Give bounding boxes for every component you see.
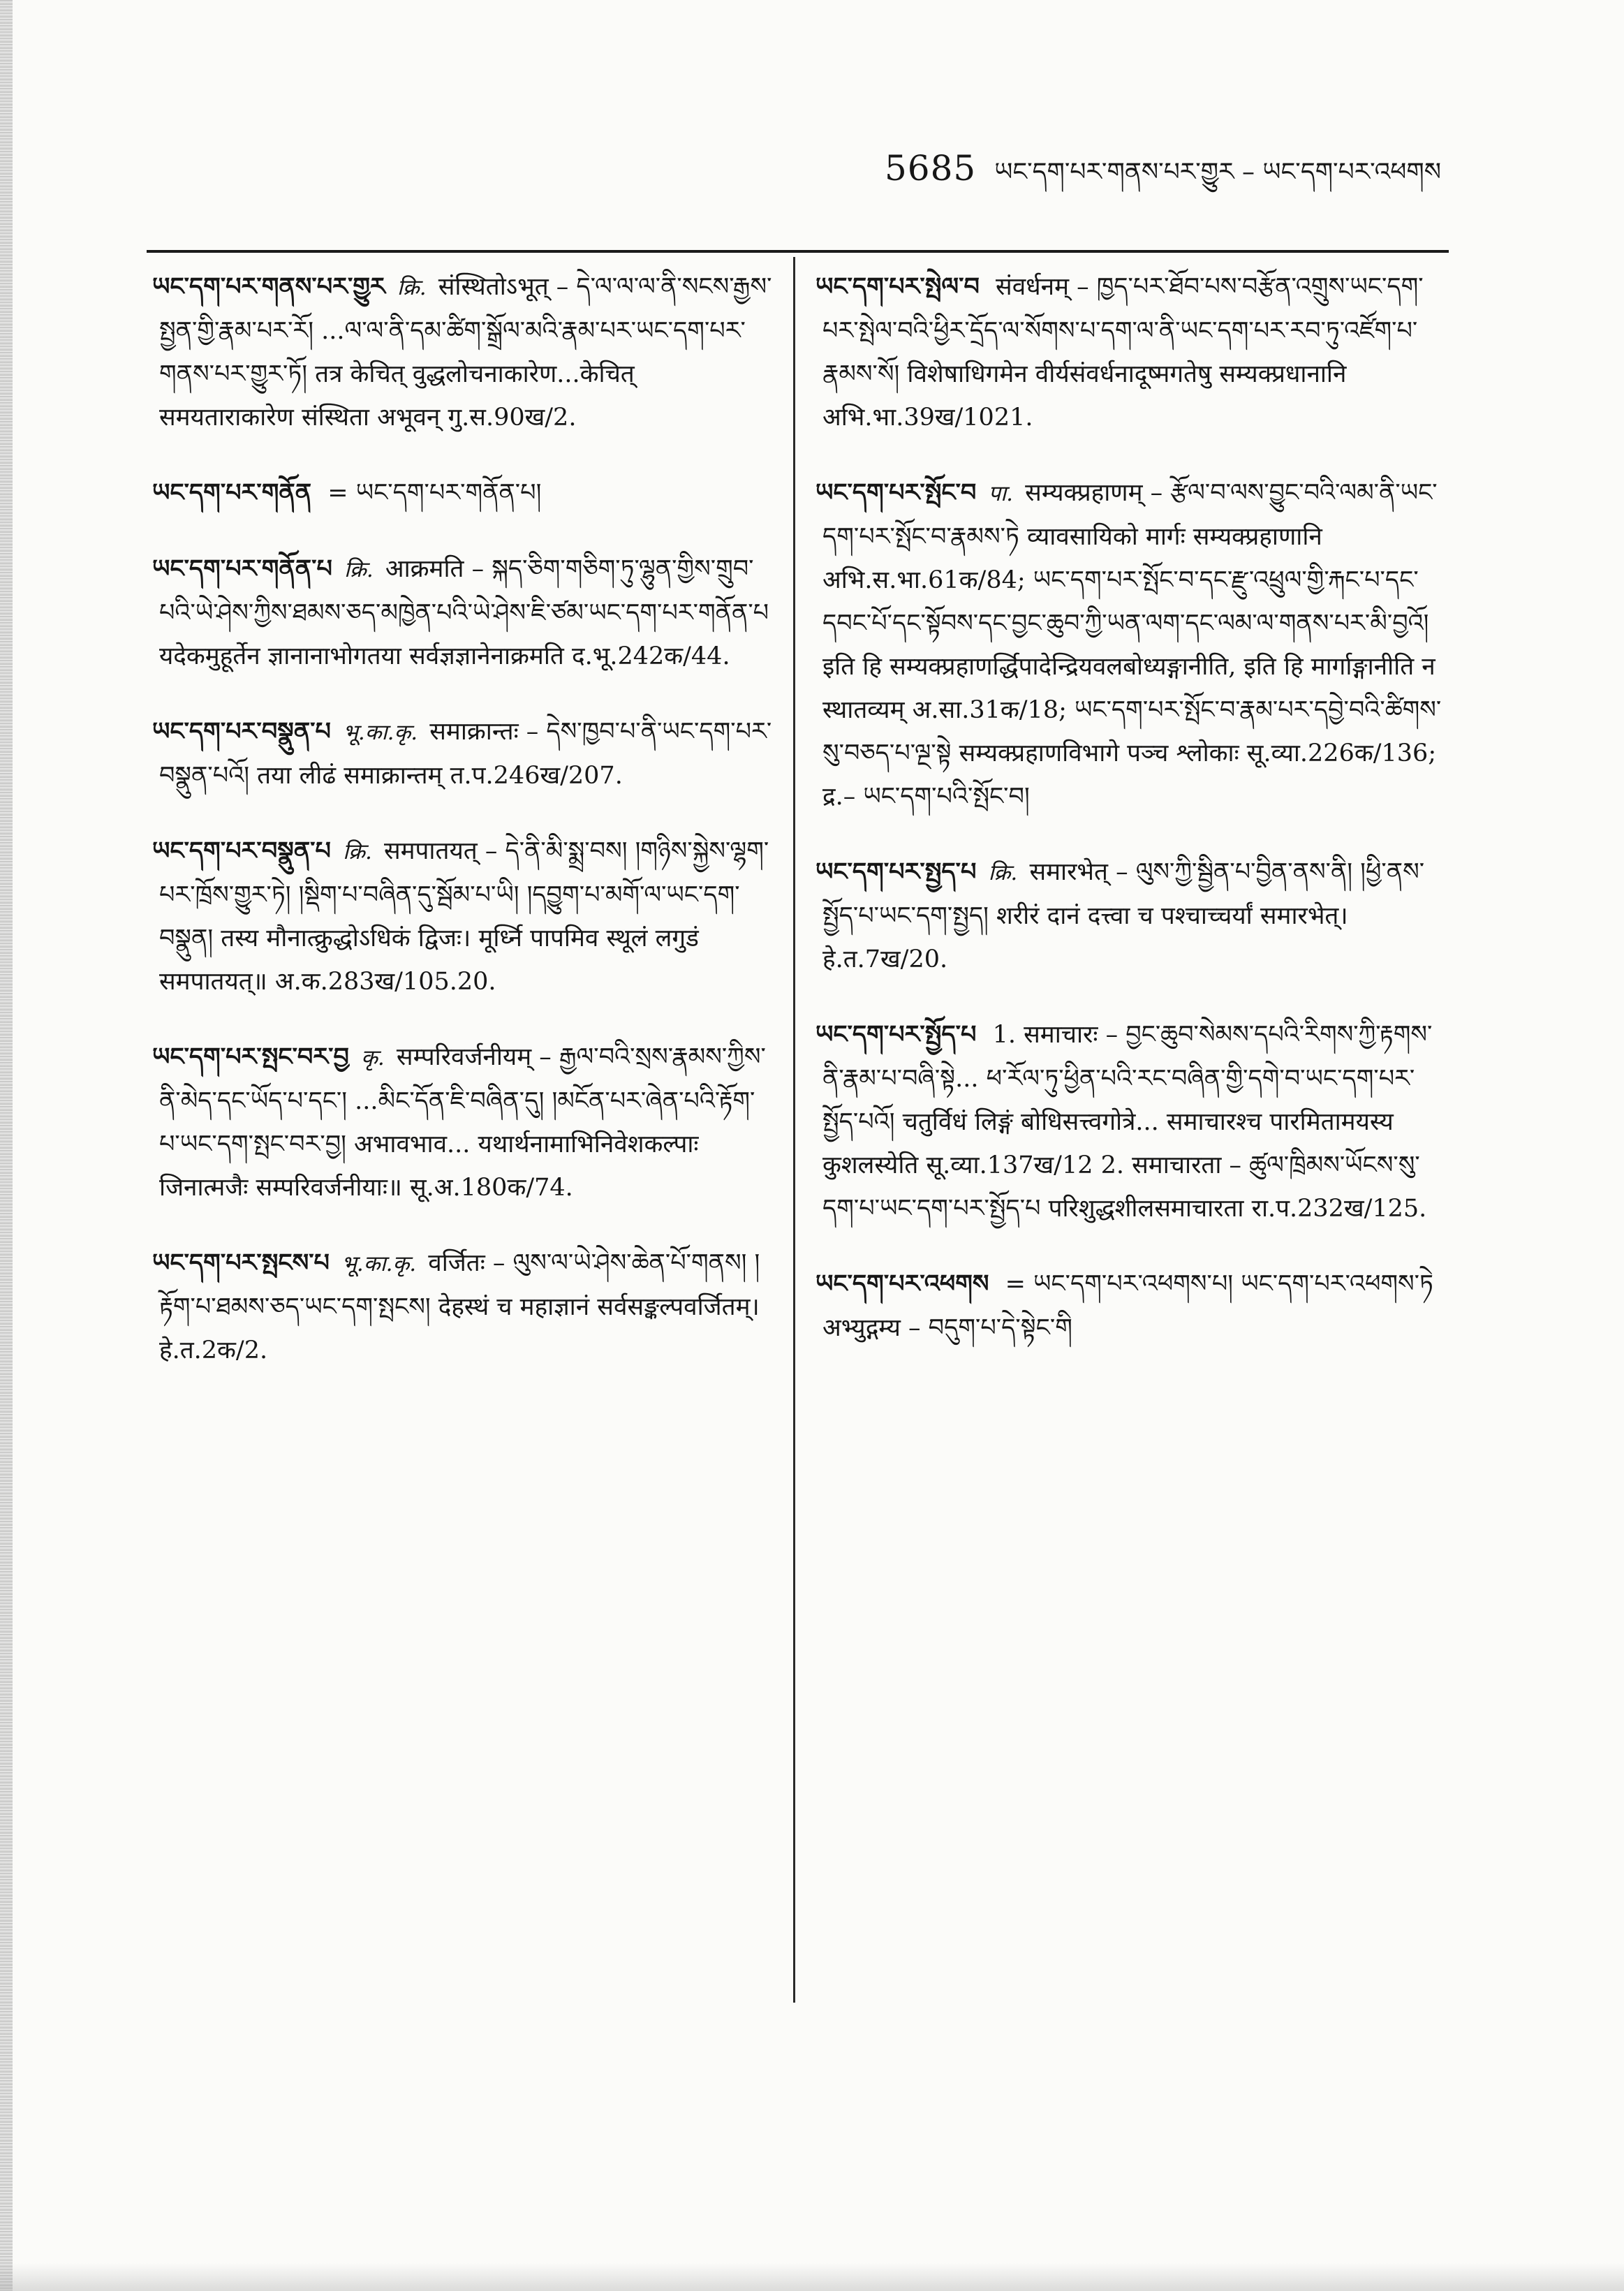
entry-body: आक्रमति – སྐད་ཅིག་གཅིག་ཏུ་ལྷུན་གྱིས་གྲུབ་པའི་ཡེ་ཤེས་ཀྱིས་ཐམས་ཅད་མཁྱེན་པའི་ཡེ་ཤེས་ཇི་ཙམ་ཡང་དག་པར་གནོན་པ यदेकमुहूर्तेन ज्ञानानाभोगतया सर्वज्ञज्ञानेनाक्रमति द.भू.242क/44. bbox=[159, 555, 769, 670]
entry-headword: ཡང་དག་པར་གནོན་པ bbox=[152, 554, 332, 583]
entry-headword: ཡང་དག་པར་གནས་པར་གྱུར bbox=[152, 272, 385, 301]
dictionary-entry bbox=[152, 265, 774, 439]
entry-body: समपातयत् – དེ་ནི་མི་སྨྲ་བས། །གཉིས་སྐྱེས་ལྷག་པར་ཁྲོས་གྱུར་ཏེ། །སྡིག་པ་བཞིན་དུ་སྦོམ་པ་ཡི། །དབྱུག་པ་མགོ་ལ་ཡང་དག་བསྣུན། तस्य मौनात्क्रुद्धोऽधिकं द्विजः। मूर्ध्नि पापमिव स्थूलं लगुडं समपातयत्॥ अ.क.283ख/105.20. bbox=[159, 837, 769, 996]
entry-body: 1. समाचारः – བྱང་ཆུབ་སེམས་དཔའི་རིགས་ཀྱི་རྟགས་ནི་རྣམ་པ་བཞི་སྟེ... ཕ་རོལ་ཏུ་ཕྱིན་པའི་རང་བཞིན་གྱི་དགེ་བ་ཡང་དག་པར་སྤྱོད་པའོ། चतुर्विधं लिङ्गं बोधिसत्त्वगोत्रे... समाचारश्च पारमितामयस्य कुशलस्येति सू.व्या.137ख/12 2. समाचारता – ཚུལ་ཁྲིམས་ཡོངས་སུ་དག་པ་ཡང་དག་པར་སྤྱོད་པ परिशुद्धशीलसमाचारता रा.प.232ख/125. bbox=[822, 1021, 1433, 1223]
dictionary-entry bbox=[152, 547, 774, 678]
right-column bbox=[815, 265, 1447, 1382]
scan-bottom-shadow bbox=[0, 2263, 1624, 2291]
dictionary-entry bbox=[815, 265, 1447, 439]
entry-body: वर्जितः – ལུས་ལ་ཡེ་ཤེས་ཆེན་པོ་གནས། །རྟོག་པ་ཐམས་ཅད་ཡང་དག་སྤངས། देहस्थं च महाज्ञानं सर्वसङ्कल्पवर्जितम्। हे.त.2क/2. bbox=[159, 1249, 760, 1364]
entry-headword: ཡང་དག་པར་སྤངས་པ bbox=[152, 1248, 330, 1277]
dictionary-entry bbox=[815, 850, 1447, 981]
page-number: 5685 bbox=[885, 148, 977, 189]
left-column bbox=[152, 265, 774, 1404]
entry-grammar: पा. bbox=[988, 481, 1014, 506]
entry-body: समारभेत् – ལུས་ཀྱི་སྦྱིན་པ་བྱིན་ནས་ནི། །ཕྱི་ནས་སྤྱོད་པ་ཡང་དག་སྤྱད། शरीरं दानं दत्त्वा च पश्चाच्चर्यां समारभेत्। हे.त.7ख/20. bbox=[822, 858, 1425, 973]
header-rule bbox=[147, 250, 1449, 253]
dictionary-entry bbox=[152, 1242, 774, 1372]
entry-headword: ཡང་དག་པར་སྤྱད་པ bbox=[815, 857, 977, 886]
entry-headword: ཡང་དག་པར་བསྣུན་པ bbox=[152, 717, 331, 746]
entry-body: संस्थितोऽभूत् – དེ་ལ་ལ་ལ་ནི་སངས་རྒྱས་སྤྱན་གྱི་རྣམ་པར་རོ། ...ལ་ལ་ནི་དམ་ཚིག་སྒྲོལ་མའི་རྣམ་པར་ཡང་དག་པར་གནས་པར་གྱུར་ཏོ། तत्र केचित् वुद्धलोचनाकारेण...केचित् समयताराकारेण संस्थिता अभूवन् गु.स.90ख/2. bbox=[159, 273, 772, 432]
header-guide-words: ཡང་དག་པར་གནས་པར་གྱུར – ཡང་དག་པར་འཕགས bbox=[994, 158, 1441, 186]
entry-headword: ཡང་དག་པར་སྤང་བར་བྱ bbox=[152, 1043, 349, 1071]
dictionary-entry bbox=[152, 471, 774, 515]
entry-headword: ཡང་དག་པར་སྤོང་བ bbox=[815, 478, 977, 507]
dictionary-entry bbox=[152, 710, 774, 797]
entry-grammar: भू.का.कृ. bbox=[343, 720, 418, 745]
entry-headword: ཡང་དག་པར་འཕགས bbox=[815, 1269, 989, 1298]
entry-body: = ཡང་དག་པར་འཕགས་པ། ཡང་དག་པར་འཕགས་ཏེ अभ्युद्गम्य – བདུག་པ་དེ་སྟེང་གི bbox=[822, 1270, 1433, 1342]
entry-grammar: क्रि. bbox=[988, 860, 1018, 885]
entry-headword: ཡང་དག་པར་གནོན bbox=[152, 478, 312, 507]
dictionary-entry bbox=[152, 830, 774, 1003]
column-divider bbox=[793, 257, 795, 2003]
entry-grammar: भू.का.कृ. bbox=[341, 1251, 417, 1276]
dictionary-entry bbox=[815, 471, 1447, 818]
entry-body: = ཡང་དག་པར་གནོན་པ། bbox=[327, 479, 542, 507]
entry-headword: ཡང་དག་པར་སྤྱོད་པ bbox=[815, 1020, 977, 1049]
entry-body: संवर्धनम् – ཁྱད་པར་ཐོབ་པས་བརྩོན་འགྲུས་ཡང་དག་པར་སྤེལ་བའི་ཕྱིར་དྲོད་ལ་སོགས་པ་དག་ལ་ནི་ཡང་དག་པར་རབ་ཏུ་འཛོག་པ་རྣམས་སོ། विशेषाधिगमेन वीर्यसंवर्धनादूष्मगतेषु सम्यक्प्रधानानि अभि.भा.39ख/1021. bbox=[822, 273, 1424, 432]
page-header bbox=[885, 143, 1441, 214]
entry-body: सम्यक्प्रहाणम् – རྩོལ་བ་ལས་བྱུང་བའི་ལམ་ནི་ཡང་དག་པར་སྤོང་བ་རྣམས་ཏེ व्यावसायिको मार्गः सम्यक्प्रहाणानि अभि.स.भा.61क/84; ཡང་དག་པར་སྤོང་བ་དང་རྫུ་འཕྲུལ་གྱི་རྐང་པ་དང་དབང་པོ་དང་སྟོབས་དང་བྱང་ཆུབ་ཀྱི་ཡན་ལག་དང་ལམ་ལ་གནས་པར་མི་བྱའོ། इति हि सम्यक्प्रहाणर्द्धिपादेन्द्रियवलबोध्यङ्गानीति, इति हि मार्गाङ्गानीति न स्थातव्यम् अ.सा.31क/18; ཡང་དག་པར་སྤོང་བ་རྣམ་པར་དབྱེ་བའི་ཚིགས་སུ་བཅད་པ་ལྔ་སྟེ सम्यक्प्रहाणविभागे पञ्च श्लोकाः सू.व्या.226क/136; द्र.– ཡང་དག་པའི་སྤོང་བ། bbox=[822, 479, 1442, 811]
scan-edge-shadow bbox=[0, 0, 13, 2291]
entry-grammar: कृ. bbox=[361, 1045, 385, 1070]
entry-grammar: क्रि. bbox=[343, 839, 372, 864]
dictionary-entry bbox=[152, 1036, 774, 1209]
entry-body: सम्परिवर्जनीयम् – རྒྱལ་བའི་སྲས་རྣམས་ཀྱིས་ནི་མེད་དང་ཡོད་པ་དང་། ...མིང་དོན་ཇི་བཞིན་དུ། །མངོན་པར་ཞེན་པའི་རྟོག་པ་ཡང་དག་སྤང་བར་བྱ། अभावभाव... यथार्थनामाभिनिवेशकल्पाः जिनात्मजैः सम्परिवर्जनीयाः॥ सू.अ.180क/74. bbox=[159, 1043, 766, 1202]
dictionary-entry bbox=[815, 1262, 1447, 1350]
entry-grammar: क्रि. bbox=[344, 557, 374, 582]
entry-headword: ཡང་དག་པར་སྤེལ་བ bbox=[815, 272, 980, 301]
dictionary-entry bbox=[815, 1013, 1447, 1230]
entry-body: समाक्रान्तः – དེས་ཁྱབ་པ་ནི་ཡང་དག་པར་བསྣུན་པའོ། तया लीढं समाक्रान्तम् त.प.246ख/207. bbox=[159, 718, 772, 790]
entry-headword: ཡང་དག་པར་བསྣུན་པ bbox=[152, 837, 331, 865]
entry-grammar: क्रि. bbox=[397, 275, 427, 300]
